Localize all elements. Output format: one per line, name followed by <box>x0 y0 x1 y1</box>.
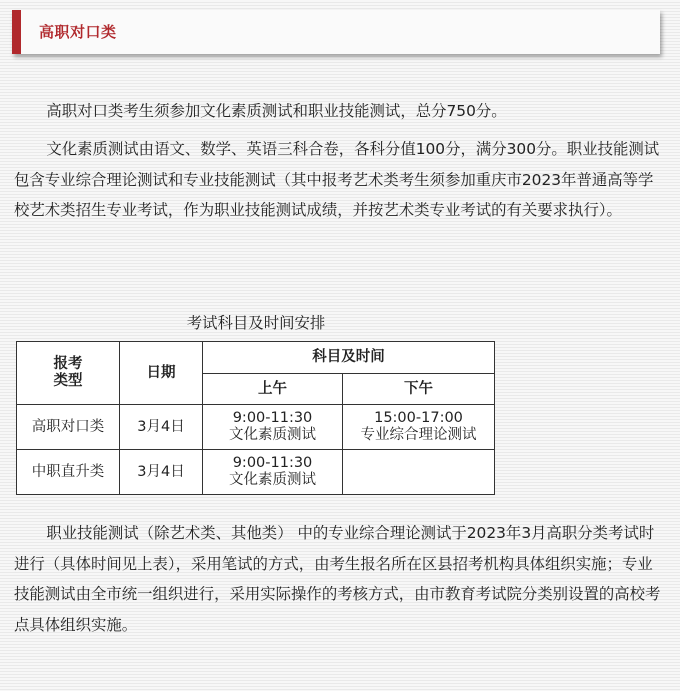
cell-date: 3月4日 <box>120 450 203 495</box>
header-exam-type-line2: 类型 <box>53 373 83 389</box>
header-date: 日期 <box>120 342 203 405</box>
intro-paragraph: 高职对口类考生须参加文化素质测试和职业技能测试，总分750分。 <box>46 102 507 120</box>
cell-afternoon-subject: 专业综合理论测试 <box>360 427 477 443</box>
cell-morning <box>203 450 343 495</box>
header-exam-type-line1: 报考 <box>53 356 83 372</box>
cell-morning-time: 9:00-11:30 <box>232 410 313 426</box>
cell-exam-type: 中职直升类 <box>17 450 120 495</box>
cell-morning <box>203 405 343 450</box>
cell-morning-time: 9:00-11:30 <box>232 455 313 471</box>
header-exam-type <box>17 342 120 405</box>
cell-afternoon-time: 15:00-17:00 <box>374 410 463 426</box>
section-title: 高职对口类 <box>39 23 117 41</box>
header-subjects: 科目及时间 <box>203 342 495 374</box>
table-row <box>17 450 495 495</box>
skills-test-paragraph: 职业技能测试（除艺术类、其他类） 中的专业综合理论测试于2023年3月高职分类考试时进行（具体时间见上表），采用笔试的方式，由考生报名所在区县招考机构具体组织实施；专业技能测试由全市统一组织进行，采用实际操作的考核方式，由市教育考试院分类别设置的高校考点具体组织实施。 <box>14 524 661 634</box>
header-morning: 上午 <box>203 374 343 405</box>
section-header <box>12 10 660 54</box>
cell-afternoon-empty <box>343 450 495 495</box>
table-caption: 考试科目及时间安排 <box>186 314 326 332</box>
table-header-row <box>17 342 495 374</box>
header-afternoon: 下午 <box>343 374 495 405</box>
culture-test-paragraph: 文化素质测试由语文、数学、英语三科合卷，各科分值100分，满分300分。职业技能测试包含专业综合理论测试和专业技能测试（其中报考艺术类考生须参加重庆市2023年普通高等学校艺术类招生专业考试，作为职业技能测试成绩，并按艺术类专业考试的有关要求执行）。 <box>14 140 660 219</box>
cell-morning-subject: 文化素质测试 <box>229 427 316 443</box>
cell-morning-subject: 文化素质测试 <box>229 472 316 488</box>
cell-date: 3月4日 <box>120 405 203 450</box>
exam-schedule-table <box>16 341 495 495</box>
table-row <box>17 405 495 450</box>
cell-exam-type: 高职对口类 <box>17 405 120 450</box>
cell-afternoon <box>343 405 495 450</box>
